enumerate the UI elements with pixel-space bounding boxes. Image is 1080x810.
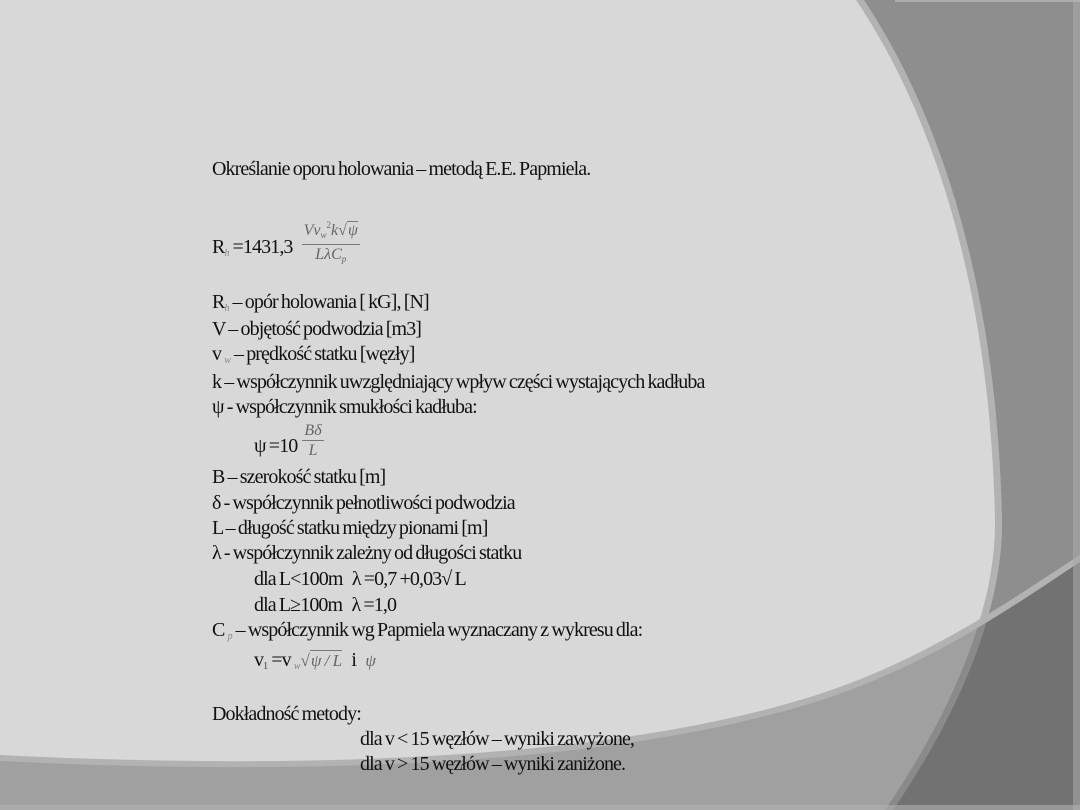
psi-fraction: $\frac{B\delta}{L}$ [304,422,322,459]
definition-k: k – współczynnik uwzględniający wpływ części wystających kadłuba [212,371,705,393]
psi-formula: ψ =10 $\frac{B\delta}{L}$ [254,422,322,459]
accuracy-item-high-speed: dla v > 15 węzłów – wyniki zaniżone. [360,753,626,775]
lambda-case-short: dla L<100m λ =0,7 +0,03√ L [254,568,466,590]
definition-rh: $R_h$ – opór holowania [ kG], [N] [212,291,429,314]
definition-v: V – objętość podwodzia [m3] [212,318,422,340]
definition-b: B – szerokość statku [m] [212,466,386,488]
right-edge-strip [1073,0,1080,810]
formula-coefficient: =1431,3 [229,236,293,259]
definition-vw: v $_w$ – prędkość statku [węzły] [212,343,415,366]
definition-cp: C $_p$ – współczynnik wg Papmiela wyznaczany z wykresu dla: [212,619,643,642]
bottom-edge-strip [0,805,1080,810]
definition-delta: δ - współczynnik pełnotliwości podwodzia [212,492,515,514]
top-edge-strip [895,0,1080,2]
slide-title: Określanie oporu holowania – metodą E.E. Papmiela. [212,158,591,180]
main-fraction-numerator: Vvw$^2$k√ψ [302,216,360,245]
accuracy-item-low-speed: dla v < 15 węzłów – wyniki zawyżone, [360,728,635,750]
main-fraction [302,216,360,269]
accuracy-heading: Dokładność metody: [212,703,361,725]
definition-l: L – długość statku między pionami [m] [212,517,488,539]
formula-lhs: R [212,236,225,259]
formula-lhs-sub: h [224,248,230,260]
sqrt-sign: √ [338,222,347,239]
definition-lambda: λ - współczynnik zależny od długości statku [212,542,522,564]
main-formula [212,222,360,275]
lambda-case-long: dla L≥100m λ =1,0 [254,594,397,616]
definition-psi: ψ - współczynnik smukłości kadłuba: [212,396,477,418]
main-fraction-denominator: LλCp [315,246,347,264]
v1-formula: v1 =v $_w$√ψ / L i ψ [254,649,376,672]
